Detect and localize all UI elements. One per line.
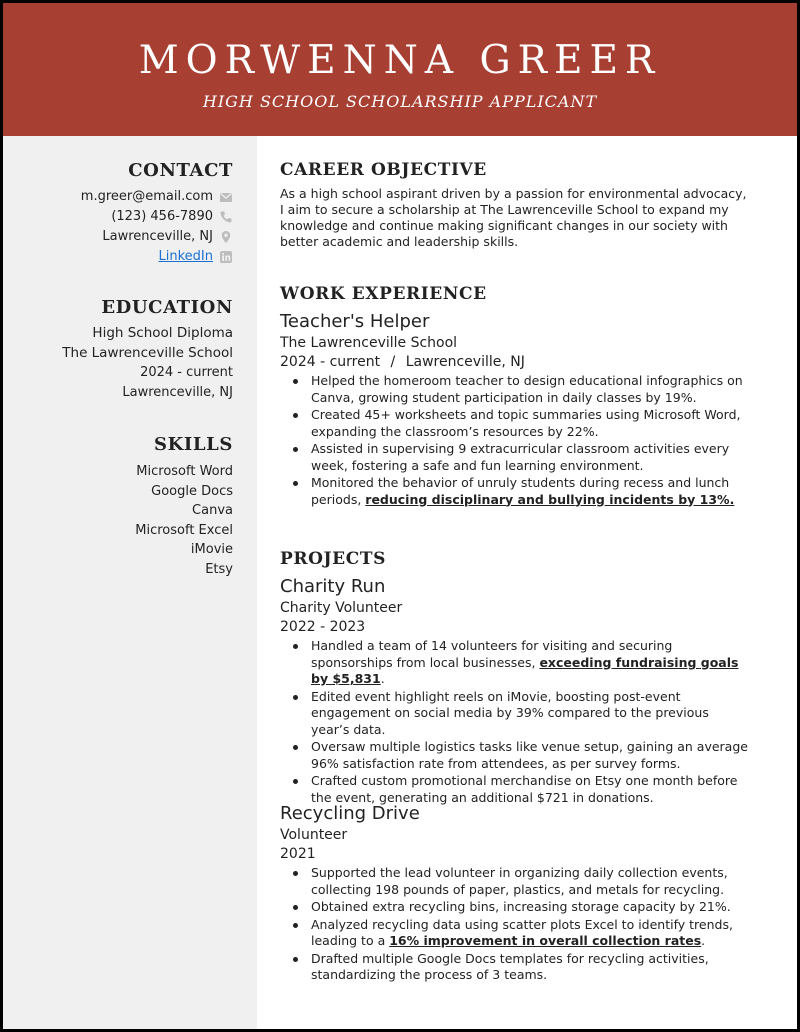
list-item: Crafted custom promotional merchandise on Etsy one month before the event, generating an additional $721 in donations. bbox=[280, 773, 750, 806]
skills-section bbox=[3, 434, 233, 579]
skill-item: iMovie bbox=[190, 542, 233, 557]
education-dates: 2024 - current bbox=[140, 365, 233, 380]
email-text: m.greer@email.com bbox=[80, 189, 213, 204]
applicant-subtitle: HIGH SCHOOL SCHOLARSHIP APPLICANT bbox=[202, 92, 598, 111]
location-text: Lawrenceville, NJ bbox=[102, 229, 213, 244]
bullet-text: Handled a team of 14 volunteers for visiting and securing sponsorships from local businesses, bbox=[311, 638, 673, 670]
projects-section bbox=[280, 549, 750, 807]
contact-section bbox=[3, 160, 233, 267]
resume-page bbox=[3, 3, 797, 1029]
linkedin-link[interactable]: LinkedIn bbox=[158, 249, 213, 264]
list-item: Created 45+ worksheets and topic summaries using Microsoft Word, expanding the classroom’s resources by 22%. bbox=[280, 407, 750, 440]
education-section bbox=[3, 297, 233, 402]
bullet-text: . bbox=[380, 671, 385, 686]
skill-item: Canva bbox=[192, 503, 233, 518]
list-item bbox=[280, 917, 750, 950]
project-dates: 2021 bbox=[280, 846, 316, 862]
bullet-highlight: 16% improvement in overall collection rates bbox=[389, 933, 702, 948]
project-dates: 2022 - 2023 bbox=[280, 619, 366, 635]
bullet-text: Analyzed recycling data using scatter plots Excel to identify trends, leading to a bbox=[311, 916, 733, 948]
project-bullets bbox=[280, 865, 750, 984]
skills-title: SKILLS bbox=[154, 434, 233, 455]
list-item: Supported the lead volunteer in organizing daily collection events, collecting 198 pounds of paper, plastics, and metals for recycling. bbox=[280, 865, 750, 898]
education-school: The Lawrenceville School bbox=[62, 344, 233, 361]
list-item bbox=[280, 638, 750, 688]
bullet-text: Monitored the behavior of unruly students during recess and lunch periods, bbox=[311, 475, 730, 507]
project-title: Recycling Drive bbox=[280, 803, 420, 824]
phone-icon bbox=[219, 210, 233, 224]
objective-text: As a high school aspirant driven by a passion for environmental advocacy, I aim to secure a scholarship at The Lawrenceville School to expand my knowledge and continue making significant changes in our society with better academic and leadership skills. bbox=[280, 186, 747, 249]
applicant-name: MORWENNA GREER bbox=[138, 38, 662, 83]
education-title: EDUCATION bbox=[101, 297, 233, 318]
skill-item: Microsoft Excel bbox=[135, 522, 233, 538]
bullet-text: . bbox=[701, 933, 706, 948]
job-location: Lawrenceville, NJ bbox=[405, 354, 525, 370]
work-title: WORK EXPERIENCE bbox=[280, 284, 487, 304]
bullet-highlight: reducing disciplinary and bullying incidents by 13%. bbox=[365, 491, 735, 507]
project-bullets bbox=[280, 638, 750, 806]
linkedin-icon bbox=[219, 250, 233, 264]
contact-phone bbox=[3, 207, 233, 227]
projects-title: PROJECTS bbox=[280, 549, 386, 569]
list-item: Edited event highlight reels on iMovie, boosting post-event engagement on social media by 39% compared to the previous year’s data. bbox=[280, 689, 750, 739]
project-role: Charity Volunteer bbox=[280, 600, 403, 616]
job-dates: 2024 - current bbox=[280, 354, 381, 370]
project-recycling bbox=[280, 802, 750, 985]
contact-location bbox=[3, 227, 233, 247]
education-degree: High School Diploma bbox=[92, 325, 233, 341]
sidebar bbox=[3, 136, 257, 1029]
map-pin-icon bbox=[219, 230, 233, 244]
list-item: Helped the homeroom teacher to design educational infographics on Canva, growing student participation in daily classes by 19%. bbox=[280, 373, 750, 406]
contact-title: CONTACT bbox=[128, 160, 233, 181]
education-location: Lawrenceville, NJ bbox=[122, 384, 233, 400]
envelope-icon bbox=[219, 190, 233, 204]
list-item: Drafted multiple Google Docs templates for recycling activities, standardizing the process of 3 teams. bbox=[280, 951, 750, 984]
skill-item: Microsoft Word bbox=[136, 464, 233, 479]
list-item bbox=[280, 475, 750, 508]
phone-text: (123) 456-7890 bbox=[111, 209, 213, 224]
list-item: Obtained extra recycling bins, increasing storage capacity by 21%. bbox=[280, 899, 750, 916]
skill-item: Google Docs bbox=[151, 483, 233, 499]
project-title: Charity Run bbox=[280, 576, 386, 597]
header-banner bbox=[3, 3, 797, 136]
project-role: Volunteer bbox=[280, 827, 348, 843]
job-org: The Lawrenceville School bbox=[280, 335, 458, 351]
job-date-line bbox=[280, 353, 750, 372]
list-item: Assisted in supervising 9 extracurricular classroom activities every week, fostering a safe and fun learning environment. bbox=[280, 441, 750, 474]
bullet-highlight: exceeding fundraising goals by $5,831 bbox=[311, 654, 739, 686]
job-bullets bbox=[280, 373, 750, 508]
job-title: Teacher's Helper bbox=[280, 311, 430, 332]
list-item: Oversaw multiple logistics tasks like venue setup, gaining an average 96% satisfaction rate from attendees, as per survey forms. bbox=[280, 739, 750, 772]
work-section bbox=[280, 284, 750, 509]
contact-linkedin bbox=[3, 247, 233, 267]
skill-item: Etsy bbox=[205, 561, 233, 577]
job-separator: / bbox=[390, 354, 396, 370]
contact-email bbox=[3, 187, 233, 207]
objective-section bbox=[280, 160, 750, 250]
objective-title: CAREER OBJECTIVE bbox=[280, 160, 487, 180]
